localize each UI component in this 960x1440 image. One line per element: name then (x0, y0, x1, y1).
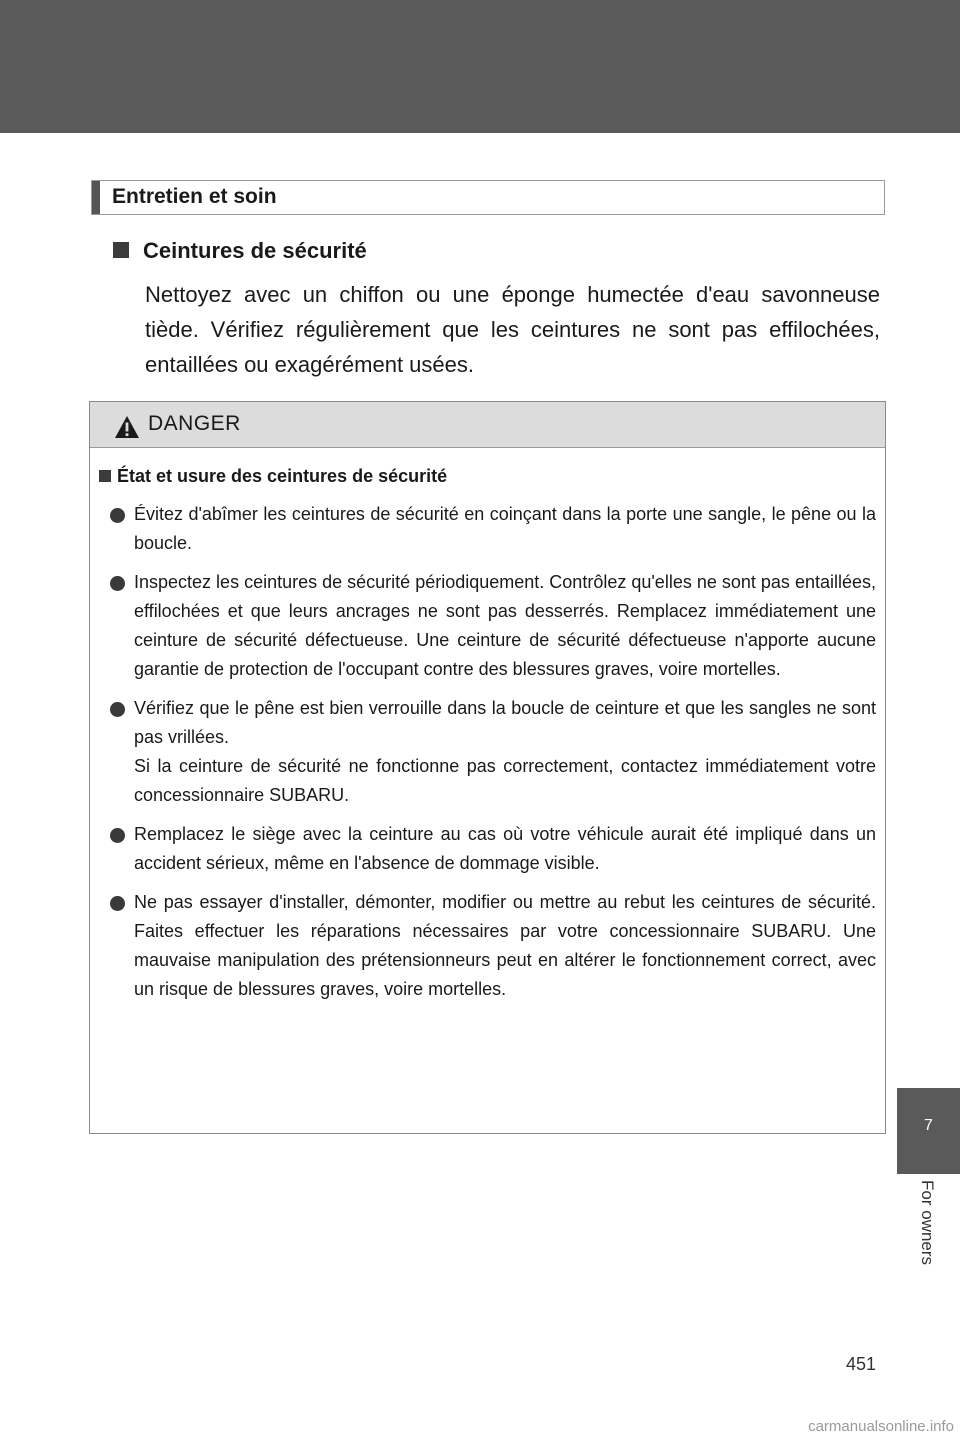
list-item (110, 888, 876, 1004)
list-item-text: Remplacez le siège avec la ceinture au cas où votre véhicule aurait été impliqué dans un accident sérieux, même en l'absence de dommage visible. (134, 824, 876, 873)
section-header-bar (92, 181, 100, 214)
danger-header (90, 402, 885, 448)
danger-subtitle (99, 466, 447, 487)
list-item-text: Évitez d'abîmer les ceintures de sécurité en coinçant dans la porte une sangle, le pêne ou la boucle. (134, 504, 876, 553)
page-number: 451 (846, 1354, 877, 1374)
danger-label: DANGER (148, 412, 241, 435)
bullet-dot-icon (110, 508, 125, 523)
chapter-tab (897, 1088, 960, 1174)
warning-triangle-icon (114, 415, 140, 439)
watermark: carmanualsonline.info (808, 1418, 954, 1435)
top-band (0, 0, 960, 133)
list-item-text: Ne pas essayer d'installer, démonter, modifier ou mettre au rebut les ceintures de sécurité. Faites effectuer les réparations nécessaires par votre concessionnaire SUBARU. Une mauvaise manipulation des prétensionneurs peut en altérer le fonctionnement correct, avec un risque de blessures graves, voire mortelles. (134, 892, 876, 999)
danger-list (110, 500, 876, 1014)
list-item (110, 568, 876, 684)
list-item-text: Si la ceinture de sécurité ne fonctionne pas correctement, contactez immédiatement votre concessionnaire SUBARU. (134, 756, 876, 805)
danger-subtitle-text: État et usure des ceintures de sécurité (117, 466, 448, 486)
list-item (110, 694, 876, 810)
square-bullet-icon (99, 470, 111, 482)
list-item-text: Inspectez les ceintures de sécurité périodiquement. Contrôlez qu'elles ne sont pas entaillées, effilochées et que leurs ancrages ne sont pas desserrés. Remplacez immédiatement une ceinture de sécurité défectueuse. Une ceinture de sécurité défectueuse n'apporte aucune garantie de protection de l'occupant contre des blessures graves, voire mortelles. (134, 572, 876, 679)
chapter-number: 7 (924, 1117, 933, 1134)
chapter-label-text: For owners (918, 1180, 937, 1266)
square-bullet-icon (113, 242, 129, 258)
subsection-text: Nettoyez avec un chiffon ou une éponge humectée d'eau savonneuse tiède. Vérifiez régulièrement que les ceintures ne sont pas effilochées, entaillées ou exagérément usées. (145, 282, 880, 377)
list-item (110, 820, 876, 878)
subsection-title: Ceintures de sécurité (143, 238, 367, 263)
section-title: Entretien et soin (112, 185, 277, 208)
bullet-dot-icon (110, 828, 125, 843)
subsection-heading (113, 238, 367, 264)
danger-box (89, 401, 886, 1134)
list-item (110, 500, 876, 558)
section-header (91, 180, 885, 215)
bullet-dot-icon (110, 702, 125, 717)
bullet-dot-icon (110, 896, 125, 911)
bullet-dot-icon (110, 576, 125, 591)
list-item-text: Vérifiez que le pêne est bien verrouille dans la boucle de ceinture et que les sangles ne sont pas vrillées. (134, 698, 876, 747)
chapter-label (905, 1180, 941, 1300)
